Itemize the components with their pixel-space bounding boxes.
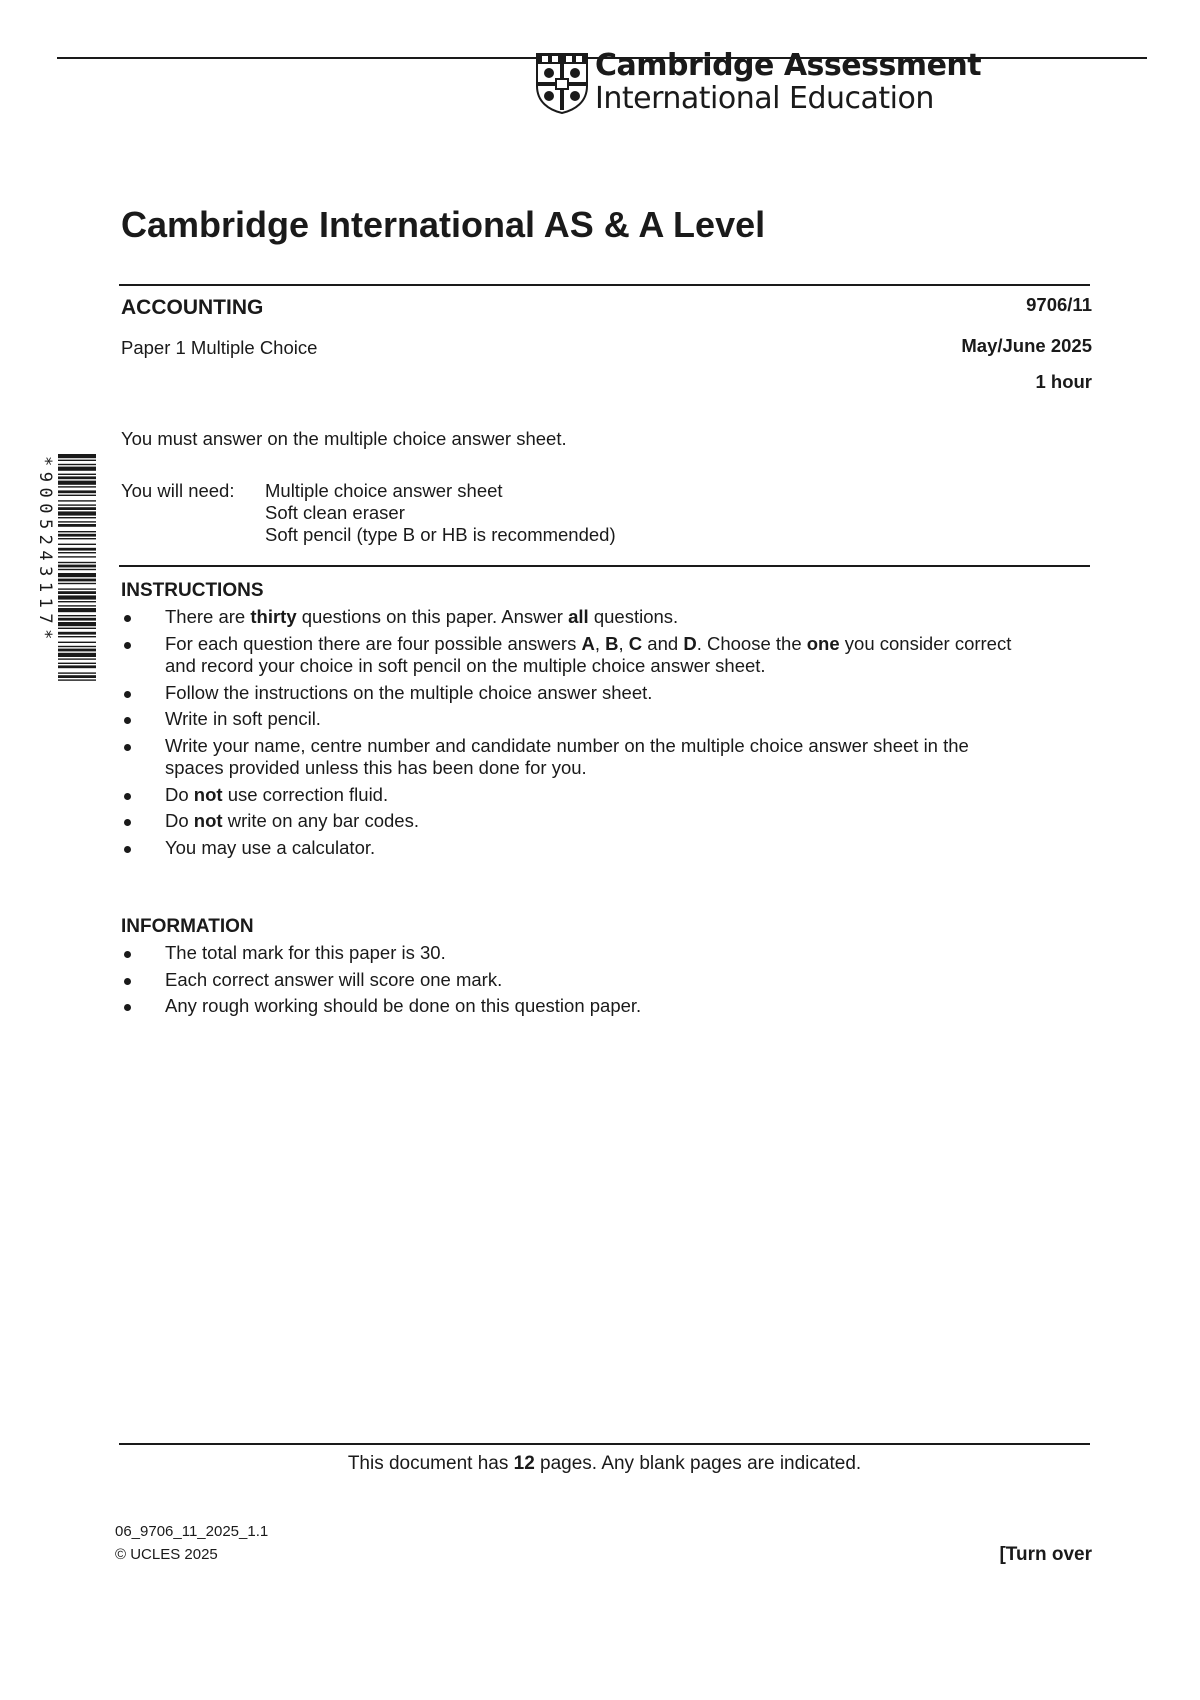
barcode-bar bbox=[58, 679, 96, 680]
answer-note: You must answer on the multiple choice answer sheet. bbox=[121, 428, 567, 449]
barcode-bar bbox=[58, 622, 96, 626]
barcode-bar bbox=[58, 675, 96, 678]
barcode-bar bbox=[58, 672, 96, 673]
barcode-bar bbox=[58, 591, 96, 594]
paper-name: Paper 1 Multiple Choice bbox=[121, 337, 318, 358]
barcode-bar bbox=[58, 608, 96, 612]
instructions-list bbox=[121, 606, 1101, 859]
barcode-bar bbox=[58, 454, 96, 458]
instruction-item: Write in soft pencil. bbox=[121, 708, 1101, 731]
need-label: You will need: bbox=[121, 480, 235, 501]
barcode-bar bbox=[58, 653, 96, 657]
brand-name-line2: International Education bbox=[595, 81, 934, 116]
need-item: Soft clean eraser bbox=[265, 502, 405, 523]
barcode-bar bbox=[58, 464, 96, 465]
barcode bbox=[58, 454, 96, 682]
barcode-bar bbox=[58, 583, 96, 584]
document-id: 06_9706_11_2025_1.1 bbox=[115, 1523, 269, 1540]
barcode-bar bbox=[58, 474, 96, 475]
barcode-bar bbox=[58, 467, 96, 471]
barcode-bar bbox=[58, 507, 96, 510]
qualification-title: Cambridge International AS & A Level bbox=[121, 204, 766, 245]
barcode-bar bbox=[58, 476, 96, 479]
barcode-bar bbox=[58, 548, 96, 551]
barcode-bar bbox=[58, 642, 96, 643]
barcode-bar bbox=[58, 632, 96, 635]
barcode-bar bbox=[58, 618, 96, 621]
information-title: INFORMATION bbox=[121, 916, 254, 937]
barcode-bar bbox=[58, 552, 96, 553]
barcode-bar bbox=[58, 605, 96, 606]
barcode-bar bbox=[58, 534, 96, 537]
barcode-bar bbox=[58, 573, 96, 577]
barcode-bar bbox=[58, 517, 96, 518]
need-item: Soft pencil (type B or HB is recommended) bbox=[265, 524, 616, 545]
barcode-bar bbox=[58, 579, 96, 582]
title-rule bbox=[119, 284, 1090, 286]
exam-session: May/June 2025 bbox=[961, 335, 1092, 356]
information-item: Any rough working should be done on this question paper. bbox=[121, 995, 1101, 1018]
barcode-bar bbox=[58, 524, 96, 527]
subject-name: ACCOUNTING bbox=[121, 296, 264, 319]
turn-over-note: [Turn over bbox=[999, 1544, 1092, 1565]
barcode-bar bbox=[58, 504, 96, 505]
barcode-bar bbox=[58, 500, 96, 501]
barcode-bar bbox=[58, 490, 96, 493]
barcode-bar bbox=[58, 565, 96, 568]
barcode-bar bbox=[58, 665, 96, 668]
footer-rule bbox=[119, 1443, 1090, 1445]
barcode-bar bbox=[58, 601, 96, 602]
barcode-bar bbox=[58, 556, 96, 557]
instruction-item: Follow the instructions on the multiple choice answer sheet. bbox=[121, 682, 1101, 705]
barcode-bar bbox=[58, 569, 96, 570]
page-count-note: This document has 12 pages. Any blank pages are indicated. bbox=[347, 1453, 862, 1474]
instruction-item: Write your name, centre number and candidate number on the multiple choice answer sheet in the spaces provided unless this has been done for you. bbox=[121, 735, 1101, 780]
barcode-bar bbox=[58, 481, 96, 485]
barcode-bar bbox=[58, 649, 96, 652]
instruction-item: Do not write on any bar codes. bbox=[121, 810, 1101, 833]
barcode-bar bbox=[58, 562, 96, 563]
barcode-bar bbox=[58, 531, 96, 532]
barcode-bar bbox=[58, 460, 96, 461]
instructions-title: INSTRUCTIONS bbox=[121, 580, 264, 601]
instruction-item: For each question there are four possible answers A, B, C and D. Choose the one you consider correct and record your choice in soft pencil on the multiple choice answer sheet. bbox=[121, 633, 1101, 678]
barcode-bar bbox=[58, 595, 96, 599]
barcode-bar bbox=[58, 538, 96, 539]
barcode-bar bbox=[58, 511, 96, 515]
barcode-bar bbox=[58, 495, 96, 496]
instruction-item: You may use a calculator. bbox=[121, 837, 1101, 860]
instructions-rule bbox=[119, 565, 1090, 567]
information-item: The total mark for this paper is 30. bbox=[121, 942, 1101, 965]
barcode-bar bbox=[58, 663, 96, 664]
barcode-bar bbox=[58, 544, 96, 545]
paper-code: 9706/11 bbox=[1026, 294, 1092, 315]
barcode-bar bbox=[58, 521, 96, 522]
barcode-bar bbox=[58, 615, 96, 616]
cambridge-crest-logo bbox=[535, 52, 589, 114]
barcode-bar bbox=[58, 636, 96, 637]
barcode-bar bbox=[58, 646, 96, 647]
copyright: © UCLES 2025 bbox=[115, 1546, 218, 1563]
information-list bbox=[121, 942, 1101, 1018]
barcode-bar bbox=[58, 628, 96, 629]
brand-name-line1: Cambridge Assessment bbox=[595, 48, 982, 83]
need-item: Multiple choice answer sheet bbox=[265, 480, 503, 501]
barcode-bar bbox=[58, 486, 96, 487]
information-item: Each correct answer will score one mark. bbox=[121, 969, 1101, 992]
barcode-number: *9005243117* bbox=[35, 456, 55, 645]
barcode-bar bbox=[58, 658, 96, 659]
barcode-bar bbox=[58, 588, 96, 589]
exam-duration: 1 hour bbox=[1035, 371, 1092, 392]
instruction-item: Do not use correction fluid. bbox=[121, 784, 1101, 807]
instruction-item: There are thirty questions on this paper. Answer all questions. bbox=[121, 606, 1101, 629]
